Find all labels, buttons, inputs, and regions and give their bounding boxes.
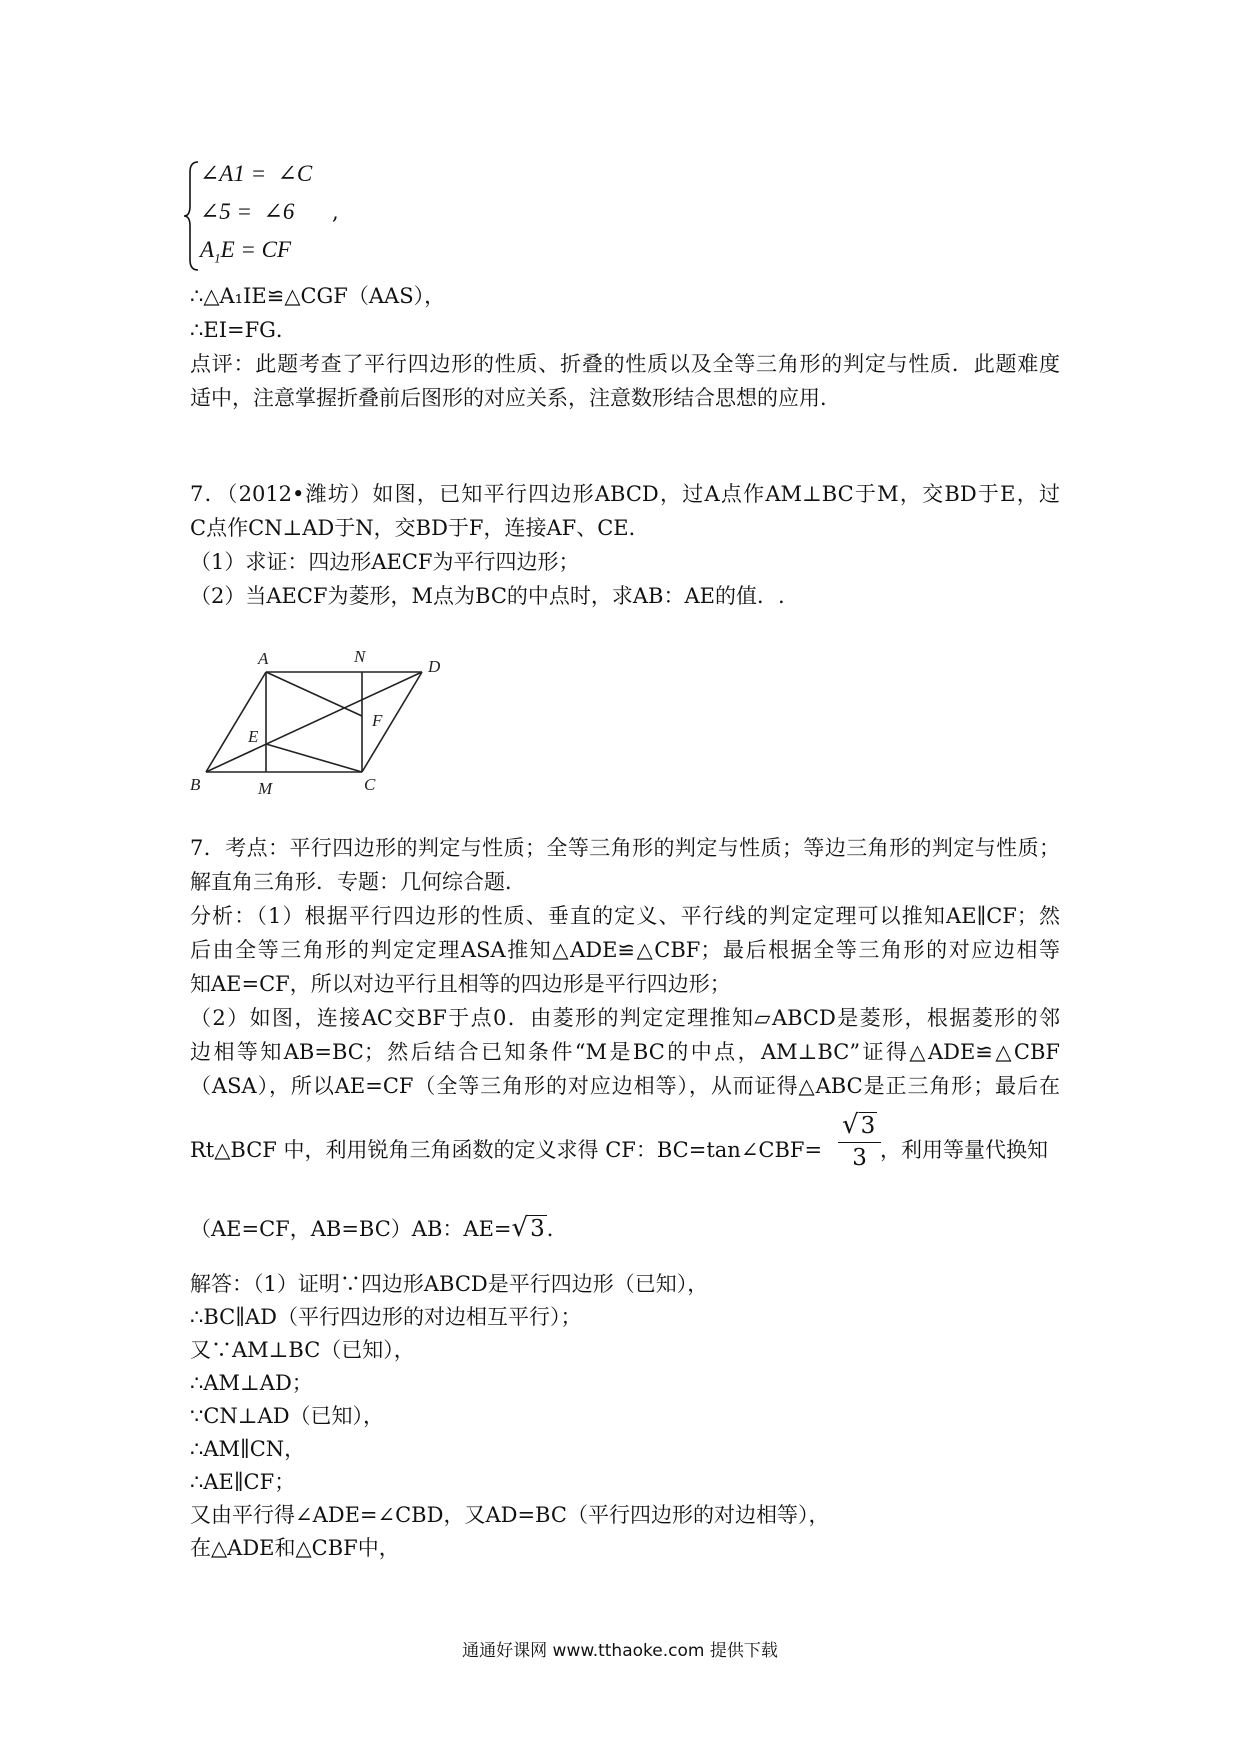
- analysis-keypoint: 7．考点：平行四边形的判定与性质；全等三角形的判定与性质；等边三角形的判定与性质；: [190, 836, 1060, 860]
- segment-af: [266, 672, 362, 716]
- page-footer: 通通好课网 www.tthaoke.com 提供下载: [462, 1641, 778, 1661]
- ratio-line: [190, 1214, 568, 1243]
- diagonal-bd: [206, 672, 422, 772]
- equation-2: ∠5 = ∠6: [200, 199, 295, 224]
- analysis-line-3: 知AE=CF，所以对边平行且相等的四边形是平行四边形；: [190, 972, 731, 996]
- sqrt-symbol: √: [511, 1213, 529, 1243]
- analysis-topic: 解直角三角形．专题：几何综合题．: [190, 870, 526, 894]
- fraction-denominator: 3: [852, 1145, 867, 1171]
- ratio-radicand: 3: [530, 1216, 545, 1242]
- analysis-line-4: （2）如图，连接AC交BF于点0．由菱形的判定定理推知▱ABCD是菱形，根据菱形的邻: [190, 1006, 1060, 1030]
- side-cd: [362, 672, 422, 772]
- equation-3: $A_1E$ = CF: [200, 237, 292, 266]
- ratio-text: （AE=CF，AB=BC）AB：AE=: [190, 1217, 512, 1241]
- comment-line-1: 点评：此题考查了平行四边形的性质、折叠的性质以及全等三角形的判定与性质．此题难度: [190, 352, 1060, 376]
- left-brace: [184, 160, 200, 272]
- segment-ce: [266, 744, 362, 772]
- label-n: N: [354, 647, 366, 666]
- problem-line-2: C点作CN⊥AD于N，交BD于F，连接AF、CE．: [190, 516, 650, 540]
- conclusion-congruence: ∴△A₁IE≌△CGF（AAS），: [190, 284, 446, 308]
- label-d: D: [428, 657, 441, 676]
- analysis-line-2: 后由全等三角形的判定定理ASA推知△ADE≌△CBF；最后根据全等三角形的对应边相等: [190, 938, 1060, 962]
- problem-part-1: （1）求证：四边形AECF为平行四边形；: [190, 550, 580, 574]
- equation-system: [184, 160, 384, 272]
- analysis-line-5: 边相等知AB=BC；然后结合已知条件“M是BC的中点，AM⊥BC”证得△ADE≌△CBF: [190, 1040, 1060, 1064]
- label-e: E: [248, 727, 259, 746]
- solution-line-6: ∴AM∥CN，: [190, 1437, 306, 1461]
- analysis-line-6: （ASA），所以AE=CF（全等三角形的对应边相等），从而证得△ABC是正三角形；最后在: [190, 1074, 1060, 1098]
- sqrt3-over-3-fraction: [838, 1110, 881, 1171]
- tan-line-after: ，利用等量代换知: [880, 1138, 1048, 1162]
- parallelogram-figure: [188, 646, 458, 806]
- label-f: F: [372, 711, 383, 730]
- problem-line-1: 7．（2012•潍坊）如图，已知平行四边形ABCD，过A点作AM⊥BC于M，交BD于E，过: [190, 482, 1060, 506]
- analysis-line-1: 分析：（1）根据平行四边形的性质、垂直的定义、平行线的判定定理可以推知AE∥CF；然: [190, 904, 1060, 928]
- label-m: M: [258, 779, 273, 798]
- label-c: C: [364, 775, 376, 794]
- problem-part-2: （2）当AECF为菱形，M点为BC的中点时，求AB：AE的值．.: [190, 584, 785, 608]
- ratio-period: ．: [546, 1217, 568, 1241]
- solution-line-9: 在△ADE和△CBF中，: [190, 1536, 400, 1560]
- conclusion-equal: ∴EI=FG．: [190, 318, 297, 342]
- equation-comma: ,: [332, 200, 339, 224]
- solution-line-5: ∵CN⊥AD（已知），: [190, 1404, 385, 1428]
- sqrt-symbol: √: [842, 1110, 859, 1140]
- label-a: A: [258, 649, 269, 668]
- fraction-numerator: √3: [838, 1110, 881, 1143]
- solution-line-1: 解答：（1）证明∵四边形ABCD是平行四边形（已知），: [190, 1272, 709, 1296]
- solution-line-4: ∴AM⊥AD；: [190, 1371, 313, 1395]
- solution-line-3: 又∵AM⊥BC（已知），: [190, 1338, 415, 1362]
- tan-line-before: Rt△BCF 中，利用锐角三角函数的定义求得 CF：BC=tan∠CBF=: [190, 1138, 823, 1162]
- side-ab: [206, 672, 266, 772]
- label-b: B: [190, 775, 201, 794]
- comment-line-2: 适中，注意掌握折叠前后图形的对应关系，注意数形结合思想的应用．: [190, 386, 841, 410]
- solution-line-2: ∴BC∥AD（平行四边形的对边相互平行）；: [190, 1305, 582, 1329]
- solution-line-8: 又由平行得∠ADE=∠CBD，又AD=BC（平行四边形的对边相等），: [190, 1503, 830, 1527]
- equation-1: ∠A1 = ∠C: [200, 161, 313, 186]
- solution-line-7: ∴AE∥CF；: [190, 1470, 296, 1494]
